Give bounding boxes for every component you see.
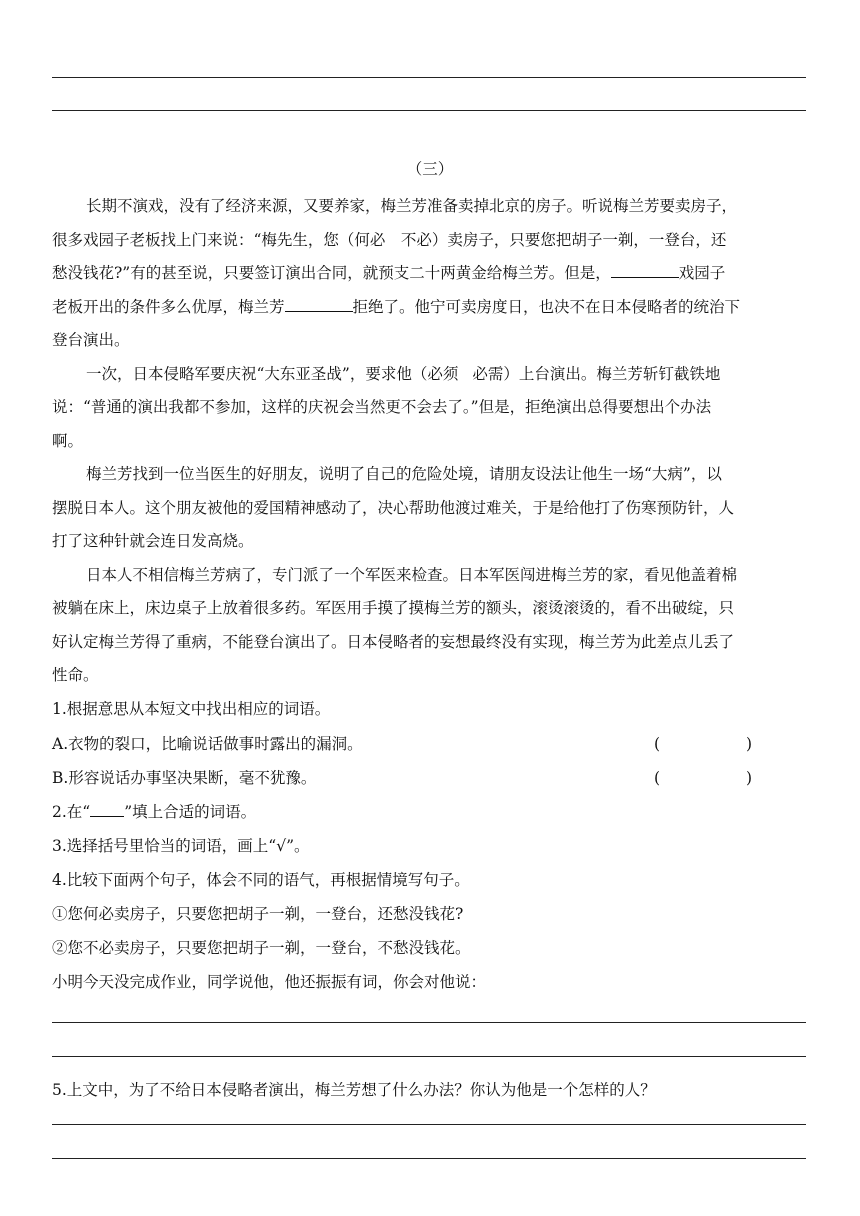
question-text: A.衣物的裂口，比喻说话做事时露出的漏洞。	[52, 735, 363, 753]
text-segment: 一次，日本侵略军要庆祝“大东亚圣战”，要求他（必须	[86, 365, 459, 383]
text-segment: 戏园子	[678, 264, 726, 282]
text-segment: 老板开出的条件多么优厚，梅兰芳	[52, 298, 285, 316]
question-3: 3.选择括号里恰当的词语，画上“√”。	[52, 837, 310, 855]
paragraph-line: 登台演出。	[52, 331, 130, 349]
blank-sample	[90, 798, 124, 817]
answer-line[interactable]	[52, 1158, 806, 1159]
question-4: 4.比较下面两个句子，体会不同的语气，再根据情境写句子。	[52, 871, 470, 889]
section-title: （三）	[406, 160, 454, 178]
question-5: 5.上文中，为了不给日本侵略者演出，梅兰芳想了什么办法？你认为他是一个怎样的人？	[52, 1081, 656, 1099]
paragraph-line	[52, 290, 806, 324]
paragraph-line: 性命。	[52, 666, 99, 684]
paragraph-line: 好认定梅兰芳得了重病，不能登台演出了。日本侵略者的妄想最终没有实现，梅兰芳为此差点儿丢了	[52, 633, 735, 651]
fill-blank[interactable]	[611, 259, 679, 278]
paragraph-line: 摆脱日本人。这个朋友被他的爱国精神感动了，决心帮助他渡过难关，于是给他打了伤寒预防针，人	[52, 499, 735, 517]
paragraph-line: 长期不演戏，没有了经济来源，又要养家，梅兰芳准备卖掉北京的房子。听说梅兰芳要卖房子，	[86, 197, 738, 215]
paragraph-line: 打了这种针就会连日发高烧。	[52, 532, 254, 550]
question-4-prompt: 小明今天没完成作业，同学说他，他还振振有词，你会对他说：	[52, 973, 487, 991]
answer-parentheses[interactable]: ( )	[653, 735, 752, 753]
question-1b	[52, 761, 806, 795]
answer-line[interactable]	[52, 1124, 806, 1125]
question-text: B.形容说话办事坚决果断，毫不犹豫。	[52, 769, 317, 787]
question-text: 2.在“	[52, 803, 91, 821]
question-4-sentence-2: ②您不必卖房子，只要您把胡子一剃，一登台，不愁没钱花。	[52, 939, 471, 957]
paragraph-line: 很多戏园子老板找上门来说：“梅先生，您（何必 不必）卖房子，只要您把胡子一剃，一登台，还	[52, 231, 727, 249]
question-1: 1.根据意思从本短文中找出相应的词语。	[52, 700, 331, 718]
paragraph-line: 梅兰芳找到一位当医生的好朋友，说明了自己的危险处境，请朋友设法让他生一场“大病”，以	[86, 465, 722, 483]
answer-line[interactable]	[52, 1056, 806, 1057]
question-1a	[52, 727, 806, 761]
paragraph-line	[52, 256, 806, 290]
paragraph-line: 日本人不相信梅兰芳病了，专门派了一个军医来检查。日本军医闯进梅兰芳的家，看见他盖着棉	[86, 566, 738, 584]
question-2	[52, 795, 806, 829]
answer-line	[52, 77, 806, 78]
answer-line	[52, 110, 806, 111]
paragraph-line: 啊。	[52, 432, 84, 450]
fill-blank[interactable]	[285, 293, 353, 312]
question-4-sentence-1: ①您何必卖房子，只要您把胡子一剃，一登台，还愁没钱花?	[52, 905, 464, 923]
paragraph-line	[86, 357, 806, 391]
answer-parentheses[interactable]: ( )	[653, 769, 752, 787]
paragraph-line: 被躺在床上，床边桌子上放着很多药。军医用手摸了摸梅兰芳的额头，滚烫滚烫的，看不出破绽，只	[52, 599, 735, 617]
text-segment: 必需）上台演出。梅兰芳斩钉截铁地	[472, 365, 721, 383]
paragraph-line: 说：“普通的演出我都不参加，这样的庆祝会当然更不会去了。”但是，拒绝演出总得要想出个办法	[52, 398, 712, 416]
question-text: ”填上合适的词语。	[124, 803, 257, 821]
text-segment: 愁没钱花?”有的甚至说，只要签订演出合同，就预支二十两黄金给梅兰芳。但是，	[52, 264, 611, 282]
answer-line[interactable]	[52, 1022, 806, 1023]
text-segment: 拒绝了。他宁可卖房度日，也决不在日本侵略者的统治下	[352, 298, 741, 316]
